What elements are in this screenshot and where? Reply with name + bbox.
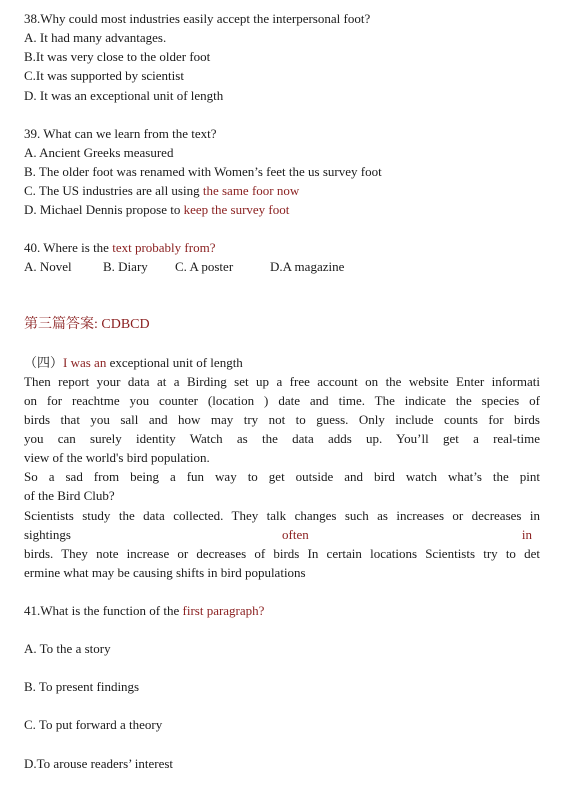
q40-options (24, 259, 540, 275)
q41-option-c: C. To put forward a theory (24, 717, 163, 732)
section3-answers: 第三篇答案: CDBCD (24, 317, 150, 332)
q39-option-d-highlight: keep the survey foot (183, 202, 290, 217)
section4-heading-prefix: （四） (24, 355, 64, 370)
q41-option-b: B. To present findings (24, 679, 140, 694)
passage-line: birds that you sall and how may try not to guess. Only include counts for birds (24, 412, 540, 427)
section4-heading-rest: exceptional unit of length (106, 355, 243, 370)
section4-heading-highlight: I was an (63, 355, 107, 370)
passage-line: on for reachtme you counter (location ) date and time. The indicate the species of (24, 393, 540, 408)
q41-question (24, 603, 540, 619)
q38-option-d: D. It was an exceptional unit of length (24, 88, 224, 103)
q38-option-b: B.It was very close to the older foot (24, 49, 211, 64)
q40-question (24, 240, 540, 256)
q38-question: 38.Why could most industries easily accept the interpersonal foot? (24, 11, 371, 26)
q41-question-text: 41.What is the function of the (24, 603, 183, 618)
q41-option-d: D.To arouse readers’ interest (24, 756, 174, 771)
passage-word-often: often (282, 527, 309, 542)
q39-option-d (24, 202, 540, 218)
passage-line: of the Bird Club? (24, 488, 115, 503)
passage-line: So a sad from being a fun way to get outside and bird watch what’s the pint (24, 469, 540, 484)
q38-option-c: C.It was supported by scientist (24, 68, 184, 83)
q40-option-d: D.A magazine (270, 259, 345, 274)
q38-option-a: A. It had many advantages. (24, 30, 167, 45)
section4-heading (24, 355, 540, 371)
passage-word-sightings: sightings (24, 527, 71, 542)
q40-question-highlight: text probably from? (112, 240, 216, 255)
q39-option-d-text: D. Michael Dennis propose to (24, 202, 184, 217)
q41-option-a: A. To the a story (24, 641, 111, 656)
q40-question-text: 40. Where is the (24, 240, 113, 255)
q39-option-c-highlight: the same foor now (202, 183, 300, 198)
q39-option-c (24, 183, 540, 199)
passage-line: view of the world's bird population. (24, 450, 210, 465)
passage-line: you can surely identity Watch as the data adds up. You’ll get a real-time (24, 431, 540, 446)
q39-option-c-text: C. The US industries are all using (24, 183, 203, 198)
passage-line: Scientists study the data collected. They talk changes such as increases or decreases in (24, 508, 540, 523)
passage-word-in: in (521, 527, 532, 542)
q40-option-a: A. Novel (24, 259, 72, 274)
passage-line: ermine what may be causing shifts in bird populations (24, 565, 306, 580)
q41-question-highlight: first paragraph? (182, 603, 265, 618)
q39-option-b: B. The older foot was renamed with Women’s feet the us survey foot (24, 164, 382, 179)
q39-option-a: A. Ancient Greeks measured (24, 145, 174, 160)
passage-line: Then report your data at a Birding set up a free account on the website Enter informati (24, 374, 540, 389)
q39-question: 39. What can we learn from the text? (24, 126, 217, 141)
q40-option-b: B. Diary (103, 259, 148, 274)
passage-line: birds. They note increase or decreases of birds In certain locations Scientists try to det (24, 546, 540, 561)
q40-option-c: C. A poster (175, 259, 234, 274)
